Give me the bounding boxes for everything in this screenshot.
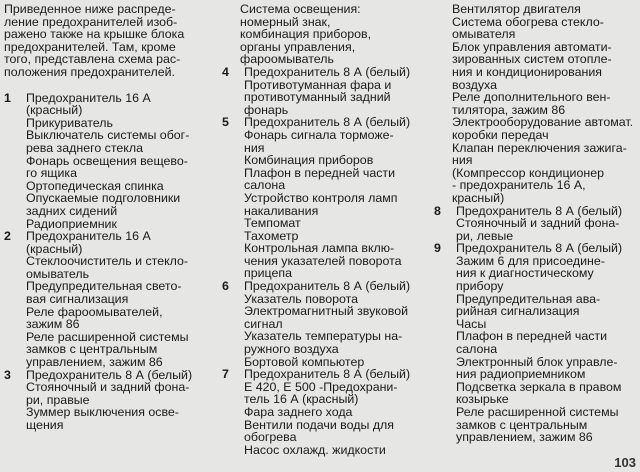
fuse-entry-line: зированных систем отопле- xyxy=(452,52,612,67)
fuse-entry-line: Стеклоочиститель и стекло- xyxy=(26,254,189,269)
intro-line: Приведенное ниже распреде- xyxy=(4,2,176,16)
fuse-entry-line: ри, правые xyxy=(26,392,90,407)
fuse-entry-line: Фара заднего хода xyxy=(244,405,353,419)
fuse-entry-line: Е 420, Е 500 -Предохрани- xyxy=(244,379,398,394)
fuse-number: 2 xyxy=(4,229,11,244)
column-2 xyxy=(222,3,426,456)
fuse-entry-line: управлением, зажим 86 xyxy=(456,430,593,445)
fuse-entry-line: щения xyxy=(26,418,64,432)
fuse-entry-line: омывателя xyxy=(452,27,516,42)
fuse-entry-line: Устройство контроля ламп xyxy=(244,190,398,205)
fuse-entry-line: Предохранитель 8 А (белый) xyxy=(456,241,623,256)
fuse-entry-9 xyxy=(434,242,638,444)
fuse-entry-line: Система освещения: xyxy=(240,2,361,16)
fuse-entry-line: Плафон в передней части xyxy=(456,329,607,344)
fuse-entry-line: Предохранитель 16 А xyxy=(26,90,151,105)
fuse-entry-line: Стояночный и задний фона- xyxy=(26,380,190,395)
intro-line: положения предохранителей. xyxy=(4,64,175,79)
fuse-number: 5 xyxy=(222,115,229,130)
fuse-entry-2 xyxy=(4,230,218,369)
fuse-entry-line: Предупредительная ава- xyxy=(456,291,601,306)
fuse-entry-line: рева заднего стекла xyxy=(26,140,143,155)
fuse-entry-line: Ортопедическая спинка xyxy=(26,178,164,193)
fuse-entry-line: Электронный блок управле- xyxy=(456,354,618,369)
fuse-entry-line: Система обогрева стекло- xyxy=(452,14,604,29)
intro-line: предохранителей. Там, кроме xyxy=(4,39,176,54)
fuse-entry-line: Электромагнитный звуковой xyxy=(244,304,409,319)
fuse-entry-line: задних сидений xyxy=(26,203,118,218)
fuse-entry-line: чения указателей поворота xyxy=(244,253,402,268)
fuse-number: 6 xyxy=(222,279,229,294)
fuse-entry-8 xyxy=(434,205,638,243)
fuse-entry-line: Часы xyxy=(456,316,487,331)
fuse-entry-line: Предохранитель 8 А (белый) xyxy=(244,115,411,130)
fuse-entry-line: Предохранитель 8 А (белый) xyxy=(244,64,411,79)
fuse-entry-line: Противотуманная фара и xyxy=(244,77,392,92)
fuse-entry-line: вая сигнализация xyxy=(26,292,129,307)
fuse-entry-line: рийная сигнализация xyxy=(456,304,580,319)
fuse-entry-line: - предохранитель 16 А, xyxy=(452,178,586,193)
fuse-entry-line: Фонарь освещения вещево- xyxy=(26,153,188,168)
fuse-entry-line: управлением, зажим 86 xyxy=(26,355,163,370)
fuse-entry-line: Реле фароомывателей, xyxy=(26,304,163,319)
fuse-entry-1 xyxy=(4,92,218,231)
fuse-entry-line: Радиоприемник xyxy=(26,216,117,231)
column-1 xyxy=(4,3,218,432)
fuse-entry-4 xyxy=(222,66,426,116)
fuse-entry-line: накаливания xyxy=(244,203,319,218)
fuse-entry-line: прицепа xyxy=(244,266,292,281)
fuse-entry-line: (Компрессор кондиционер xyxy=(452,165,604,180)
fuse-entry-line: Вентили подачи воды для xyxy=(244,417,394,432)
fuse-entry-line: обогрева xyxy=(244,430,297,445)
fuse-entry-line: Предохранитель 8 А (белый) xyxy=(244,279,411,294)
fuse-entry-line: ния xyxy=(452,153,473,168)
fuse-entry-line: ния и кондиционирования xyxy=(452,64,602,79)
fuse-entry-line: Предохранитель 8 А (белый) xyxy=(456,203,623,218)
fuse-entry-line: ния к диагностическому xyxy=(456,266,594,281)
fuse-entry-line: комбинация приборов, xyxy=(240,27,372,42)
fuse-entry-line: Клапан переключения зажига- xyxy=(452,140,627,155)
fuse-entry-line: органы управления, xyxy=(240,39,356,54)
fuse-entry-line: прибору xyxy=(456,279,504,294)
fuse-entry-line: фароомыватель xyxy=(240,52,334,67)
fuse-entry-line: ри, левые xyxy=(456,228,514,243)
fuse-entry-5 xyxy=(222,116,426,280)
intro-paragraph xyxy=(4,3,218,79)
fuse-entry-line: номерный знак, xyxy=(240,14,331,29)
fuse-entry-line: замков с центральным xyxy=(26,342,158,357)
fuse-number: 7 xyxy=(222,367,229,382)
fuse-list-column-2 xyxy=(222,3,426,456)
intro-line: ражено также на крышке блока xyxy=(4,27,185,42)
fuse-entry-line: фонарь xyxy=(244,102,289,117)
fuse-number: 8 xyxy=(434,203,441,218)
fuse-entry-line: Бортовой компьютер xyxy=(244,354,365,369)
intro-line: ление предохранителей изоб- xyxy=(4,14,178,29)
fuse-entry-line: Вентилятор двигателя xyxy=(452,2,581,16)
fuse-entry-line: противотуманный задний xyxy=(244,90,391,105)
fuse-entry-line: Реле дополнительного вен- xyxy=(452,90,611,105)
fuse-entry-line: Темпомат xyxy=(244,216,301,231)
fuse-entry-line: коробки передач xyxy=(452,127,549,142)
fuse-list-column-1 xyxy=(4,92,218,432)
page-number: 103 xyxy=(614,455,636,470)
fuse-entry-line: (красный) xyxy=(26,103,83,118)
fuse-entry-line: Указатель поворота xyxy=(244,291,359,306)
fuse-entry-line: Прикуриватель xyxy=(26,115,113,130)
fuse-entry-line: тилятора, зажим 86 xyxy=(452,102,566,117)
fuse-entry-line: Электрооборудование автомат. xyxy=(452,115,634,130)
fuse-entry-line: Комбинация приборов xyxy=(244,153,374,168)
fuse-entry-line: Зажим 6 для присоедине- xyxy=(456,253,605,268)
fuse-entry-line: ружного воздуха xyxy=(244,342,339,357)
fuse-entry-line: Плафон в передней части xyxy=(244,165,395,180)
fuse-entry-line: замков с центральным xyxy=(456,417,588,432)
fuse-entry-line: воздуха xyxy=(452,77,497,92)
fuse-entry-line: ния xyxy=(244,140,265,155)
fuse-entry-line: красный) xyxy=(452,190,505,205)
fuse-entry-3 xyxy=(4,369,218,432)
fuse-entry-line: тель 16 А (красный) xyxy=(244,392,359,407)
fuse-entry-line: Тахометр xyxy=(244,228,299,243)
fuse-entry-line: Стояночный и задний фона- xyxy=(456,216,620,231)
fuse-number: 4 xyxy=(222,64,229,79)
column-3 xyxy=(434,3,638,444)
fuse-entry-line: салона xyxy=(244,178,286,193)
fuse-entry-line: Предохранитель 8 А (белый) xyxy=(244,367,411,382)
fuse-entry-line: (красный) xyxy=(26,241,83,256)
fuse-entry-line: Реле расширенной системы xyxy=(26,329,189,344)
fuse-entry-line: Зуммер выключения осве- xyxy=(26,405,179,420)
intro-line: того, представлена схема рас- xyxy=(4,52,181,67)
fuse-entry-line: Опускаемые подголовники xyxy=(26,191,181,206)
fuse-entry-6 xyxy=(222,280,426,368)
fuse-entry-line: омыватель xyxy=(26,266,90,281)
fuse-entry-line: Указатель температуры на- xyxy=(244,329,403,344)
fuse-entry-line: салона xyxy=(456,342,498,357)
fuse-entry-line: ния радиоприемником xyxy=(456,367,586,382)
fuse-list-column-3 xyxy=(434,3,638,444)
fuse-entry-line: Предохранитель 8 А (белый) xyxy=(26,367,193,382)
fuse-entry-line: Насос охлажд. жидкости xyxy=(244,442,386,457)
fuse-entry-line: козырьке xyxy=(456,392,509,407)
fuse-entry-line: го ящика xyxy=(26,166,77,181)
fuse-entry-line: Предупредительная свето- xyxy=(26,279,182,294)
fuse-number: 1 xyxy=(4,90,11,105)
fuse-number: 3 xyxy=(4,367,11,382)
fuse-entry-line: Фонарь сигнала торможе- xyxy=(244,127,394,142)
fuse-entry-line: Подсветка зеркала в правом xyxy=(456,379,622,394)
fuse-entry-line: Реле расширенной системы xyxy=(456,405,619,419)
fuse-entry-line: Предохранитель 16 А xyxy=(26,229,151,244)
fuse-entry-line: Контрольная лампа вклю- xyxy=(244,241,395,256)
fuse-entry-line: сигнал xyxy=(244,316,283,331)
fuse-entry-line: зажим 86 xyxy=(26,317,80,332)
fuse-entry-continued xyxy=(222,3,426,66)
fuse-entry-line: Выключатель системы обог- xyxy=(26,128,190,143)
fuse-number: 9 xyxy=(434,241,441,256)
fuse-entry-7 xyxy=(222,368,426,456)
fuse-entry-continued xyxy=(434,3,638,205)
fuse-entry-line: Блок управления автомати- xyxy=(452,39,612,54)
